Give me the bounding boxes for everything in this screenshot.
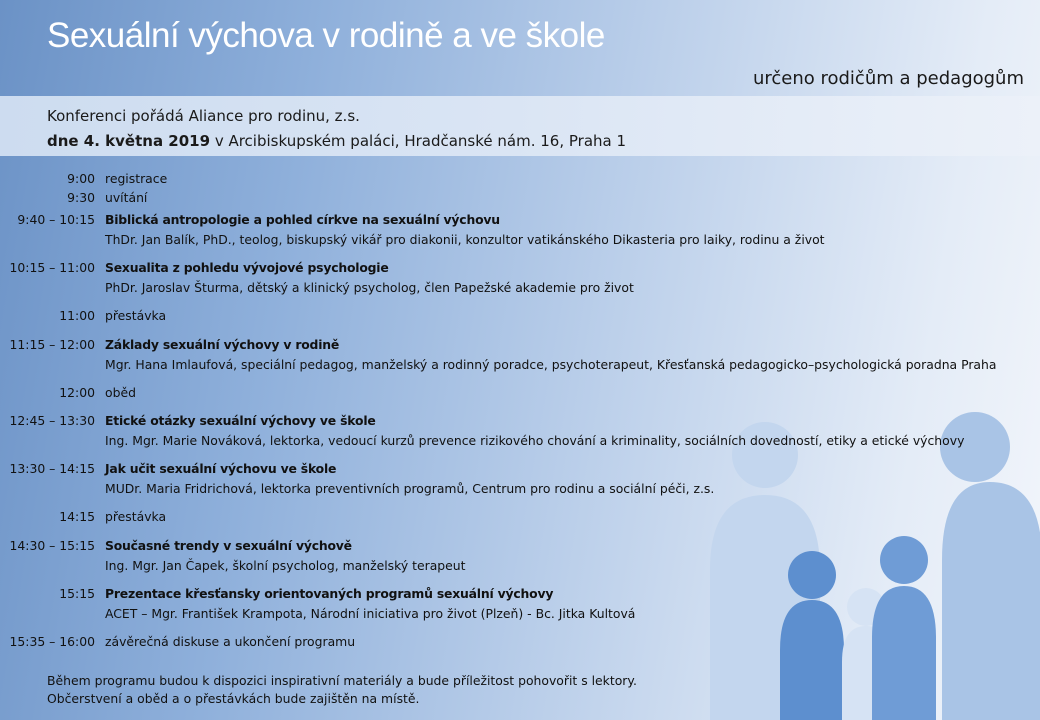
schedule-item: přestávka (105, 308, 167, 323)
schedule-row (0, 260, 1040, 308)
schedule-row (0, 461, 1040, 509)
footer-line-refreshments: Občerstvení a oběd a o přestávkách bude zajištěn na místě. (47, 691, 420, 706)
talk-title: Biblická antropologie a pohled církve na sexuální výchovu (105, 212, 500, 227)
schedule-row (0, 190, 1040, 209)
schedule-time: 12:00 (59, 385, 95, 400)
talk-title: Prezentace křesťansky orientovaných programů sexuální výchovy (105, 586, 554, 601)
schedule-time: 12:45 – 13:30 (9, 413, 95, 428)
schedule-row (0, 171, 1040, 190)
event-venue: v Arcibiskupském paláci, Hradčanské nám. 16, Praha 1 (210, 132, 627, 150)
schedule-time: 11:15 – 12:00 (9, 337, 95, 352)
talk-speaker: Mgr. Hana Imlaufová, speciální pedagog, manželský a rodinný poradce, psychoterapeut, Křesťanská pedagogicko–psychologická poradna Praha (105, 357, 997, 372)
talk-speaker: ACET – Mgr. František Krampota, Národní iniciativa pro život (Plzeň) - Bc. Jitka Kultová (105, 606, 636, 621)
schedule-time: 13:30 – 14:15 (9, 461, 95, 476)
footer-line-materials: Během programu budou k dispozici inspirativní materiály a bude příležitost pohovořit s lektory. (47, 673, 637, 688)
schedule-time: 9:00 (67, 171, 95, 186)
schedule-time: 14:15 (59, 509, 95, 524)
schedule-time: 9:40 – 10:15 (17, 212, 95, 227)
talk-title: Současné trendy v sexuální výchově (105, 538, 352, 553)
talk-speaker: MUDr. Maria Fridrichová, lektorka preventivních programů, Centrum pro rodinu a sociální péči, z.s. (105, 481, 715, 496)
event-date: dne 4. května 2019 (47, 132, 211, 150)
schedule-row (0, 385, 1040, 413)
schedule-time: 9:30 (67, 190, 95, 205)
schedule-time: 10:15 – 11:00 (9, 260, 95, 275)
organizer-text: Konferenci pořádá Aliance pro rodinu, z.s. (47, 107, 360, 125)
schedule-row (0, 538, 1040, 586)
schedule-item: uvítání (105, 190, 148, 205)
schedule-time: 14:30 – 15:15 (9, 538, 95, 553)
talk-title: Etické otázky sexuální výchovy ve škole (105, 413, 376, 428)
schedule-row (0, 509, 1040, 538)
schedule-time: 15:35 – 16:00 (9, 634, 95, 649)
footer-notes (47, 672, 637, 708)
schedule-item: oběd (105, 385, 136, 400)
target-audience: určeno rodičům a pedagogům (752, 68, 1024, 89)
talk-title: Základy sexuální výchovy v rodině (105, 337, 340, 352)
schedule-row (0, 308, 1040, 337)
talk-speaker: PhDr. Jaroslav Šturma, dětský a klinický psycholog, člen Papežské akademie pro život (105, 280, 634, 295)
schedule-time: 15:15 (59, 586, 95, 601)
date-venue (47, 132, 626, 150)
schedule-item: závěrečná diskuse a ukončení programu (105, 634, 356, 649)
talk-speaker: ThDr. Jan Balík, PhD., teolog, biskupský vikář pro diakonii, konzultor vatikánského Dikasteria pro laiky, rodinu a život (105, 232, 825, 247)
schedule-time: 11:00 (59, 308, 95, 323)
schedule-row (0, 634, 1040, 653)
schedule-item: registrace (105, 171, 168, 186)
schedule-item: přestávka (105, 509, 167, 524)
page-title: Sexuální výchova v rodině a ve škole (47, 16, 605, 55)
program-schedule (0, 171, 1040, 653)
talk-title: Sexualita z pohledu vývojové psychologie (105, 260, 389, 275)
schedule-row (0, 337, 1040, 385)
talk-speaker: Ing. Mgr. Marie Nováková, lektorka, vedoucí kurzů prevence rizikového chování a kriminality, sociálních dovedností, etiky a etické výchovy (105, 433, 965, 448)
talk-speaker: Ing. Mgr. Jan Čapek, školní psycholog, manželský terapeut (105, 558, 466, 573)
talk-title: Jak učit sexuální výchovu ve škole (105, 461, 337, 476)
schedule-row (0, 413, 1040, 461)
schedule-row (0, 212, 1040, 260)
schedule-row (0, 586, 1040, 634)
